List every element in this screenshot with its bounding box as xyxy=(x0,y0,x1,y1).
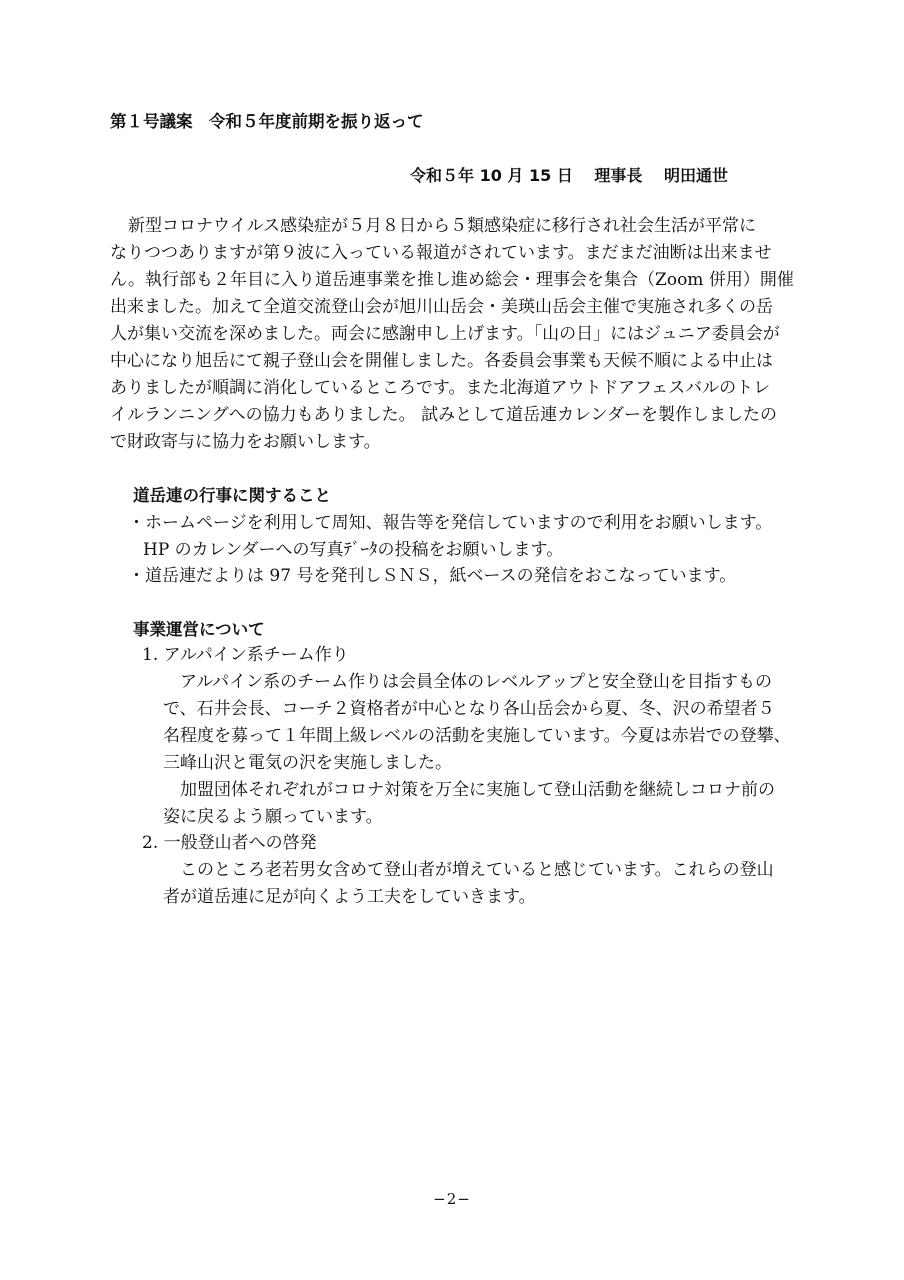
intro-line: 中心になり旭岳にて親子登山会を開催しました。各委員会事業も天候不順による中止は xyxy=(110,351,773,371)
item-line: 三峰山沢と電気の沢を実施しました。 xyxy=(163,753,452,773)
item-line: 加盟団体それぞれがコロナ対策を万全に実施して登山活動を継続しコロナ前の xyxy=(163,780,775,800)
intro-line: ありましたが順調に消化しているところです。また北海道アウトドアフェスバルのトレ xyxy=(110,378,771,398)
item-title-outreach: 2. 一般登山者への啓発 xyxy=(142,833,317,853)
intro-line: ん。執行部も２年目に入り道岳連事業を推し進め総会・理事会を集合（Zoom 併用）開催 xyxy=(110,270,794,290)
item-line: 名程度を募って１年間上級レベルの活動を実施しています。今夏は赤岩での登攀、 xyxy=(163,726,791,746)
author-role: 理事長 xyxy=(594,166,643,185)
bullet-homepage: ・ホームページを利用して周知、報告等を発信していますので利用をお願いします。 xyxy=(128,513,773,533)
page-number: −2− xyxy=(433,1190,471,1208)
bullet-newsletter: ・道岳連だよりは 97 号を発刊しＳＮＳ，紙ベースの発信をおこなっています。 xyxy=(128,566,737,586)
intro-line: で財政寄与に協力をお願いします。 xyxy=(110,432,381,452)
date-text: 令和５年 10 月 15 日 xyxy=(410,166,573,185)
item-line: アルパイン系のチーム作りは会員全体のレベルアップと安全登山を目指すもの xyxy=(163,672,772,692)
intro-line: 新型コロナウイルス感染症が５月８日から５類感染症に移行され社会生活が平常に xyxy=(128,216,756,236)
author-line xyxy=(410,164,728,188)
section-heading-events: 道岳連の行事に関すること xyxy=(133,486,331,505)
intro-line: イルランニングへの協力もありました。 試みとして道岳連カレンダーを製作しましたの xyxy=(110,405,777,425)
item-line: で、石井会長、コーチ２資格者が中心となり各山岳会から夏、冬、沢の希望者５ xyxy=(163,699,775,719)
item-line: 姿に戻るよう願っています。 xyxy=(163,807,383,827)
item-line: 者が道岳連に足が向くよう工夫をしていきます。 xyxy=(163,887,536,907)
item-line: このところ老若男女含めて登山者が増えていると感じています。これらの登山 xyxy=(163,860,774,880)
page-title: 第１号議案 令和５年度前期を振り返って xyxy=(110,112,424,131)
intro-line: 出来ました。加えて全道交流登山会が旭川山岳会・美瑛山岳会主催で実施され多くの岳 xyxy=(110,297,773,317)
intro-line: 人が集い交流を深めました。両会に感謝申し上げます。「山の日」にはジュニア委員会が xyxy=(110,324,780,344)
bullet-homepage-cont: HP のカレンダーへの写真ﾃﾞｰﾀの投稿をお願いします。 xyxy=(143,540,564,560)
section-heading-operations: 事業運営について xyxy=(133,620,265,639)
intro-line: なりつつありますが第９波に入っている報道がされています。まだまだ油断は出来ませ xyxy=(110,243,772,263)
item-title-alpine: 1. アルパイン系チーム作り xyxy=(142,645,349,665)
author-name: 明田通世 xyxy=(664,166,729,185)
